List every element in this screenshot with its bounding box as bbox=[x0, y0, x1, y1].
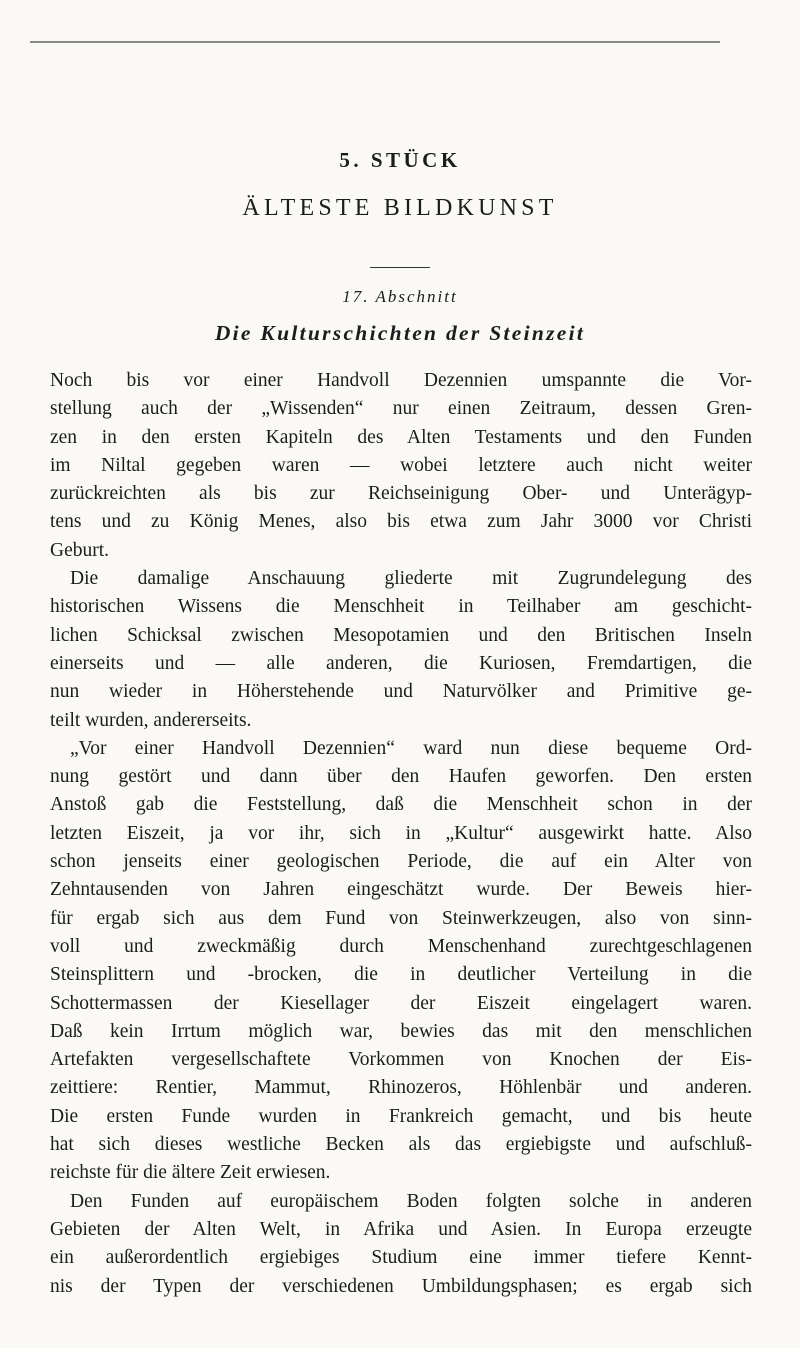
divider-rule bbox=[370, 267, 430, 268]
text-line: nun wieder in Höherstehende und Naturvölker and Primitive ge- bbox=[50, 681, 752, 703]
text-line: stellung auch der „Wissenden“ nur einen Zeitraum, dessen Gren- bbox=[50, 398, 752, 420]
text-line: teilt wurden, andererseits. bbox=[50, 709, 252, 731]
section-title: Die Kulturschichten der Steinzeit bbox=[214, 321, 586, 345]
section-number: 17. Abschnitt bbox=[342, 287, 458, 306]
text-line: Steinsplittern und -brocken, die in deutlicher Verteilung in die bbox=[50, 964, 752, 986]
text-line: zurückreichten als bis zur Reichseinigung Ober- und Unterägyp- bbox=[50, 483, 752, 505]
text-line: nis der Typen der verschiedenen Umbildungsphasen; es ergab sich bbox=[50, 1275, 752, 1297]
text-line: Die ersten Funde wurden in Frankreich gemacht, und bis heute bbox=[50, 1105, 752, 1127]
text-line: tens und zu König Menes, also bis etwa zum Jahr 3000 vor Christi bbox=[50, 511, 752, 533]
text-line: Daß kein Irrtum möglich war, bewies das mit den menschlichen bbox=[50, 1020, 752, 1042]
text-line: zen in den ersten Kapiteln des Alten Testaments und den Funden bbox=[50, 426, 752, 448]
text-line: für ergab sich aus dem Fund von Steinwerkzeugen, also von sinn- bbox=[50, 907, 752, 929]
text-line: zeittiere: Rentier, Mammut, Rhinozeros, Höhlenbär und anderen. bbox=[50, 1077, 752, 1099]
text-line: einerseits und — alle anderen, die Kuriosen, Fremdartigen, die bbox=[50, 652, 752, 674]
text-line: reichste für die ältere Zeit erwiesen. bbox=[50, 1162, 331, 1184]
text-line: Noch bis vor einer Handvoll Dezennien umspannte die Vor- bbox=[50, 370, 752, 391]
text-line: Artefakten vergesellschaftete Vorkommen von Knochen der Eis- bbox=[50, 1049, 752, 1071]
text-line: hat sich dieses westliche Becken als das ergiebigste und aufschluß- bbox=[50, 1134, 752, 1156]
chapter-number: 5. STÜCK bbox=[339, 148, 461, 172]
text-line: historischen Wissens die Menschheit in Teilhaber am geschicht- bbox=[50, 596, 752, 618]
text-line: Schottermassen der Kiesellager der Eiszeit eingelagert waren. bbox=[50, 992, 752, 1014]
text-line: voll und zweckmäßig durch Menschenhand zurechtgeschlagenen bbox=[50, 935, 752, 957]
text-line: letzten Eiszeit, ja vor ihr, sich in „Kultur“ ausgewirkt hatte. Also bbox=[50, 822, 752, 844]
text-line: Den Funden auf europäischem Boden folgten solche in anderen bbox=[70, 1190, 752, 1212]
text-line: nung gestört und dann über den Haufen geworfen. Den ersten bbox=[50, 766, 752, 788]
top-rule bbox=[30, 41, 720, 43]
text-line: im Niltal gegeben waren — wobei letztere auch nicht weiter bbox=[50, 454, 752, 476]
text-line: ein außerordentlich ergiebiges Studium eine immer tiefere Kennt- bbox=[50, 1247, 752, 1269]
text-line: schon jenseits einer geologischen Periode, die auf ein Alter von bbox=[50, 851, 752, 873]
body-text bbox=[50, 367, 752, 1301]
text-line: Gebieten der Alten Welt, in Afrika und Asien. In Europa erzeugte bbox=[50, 1218, 752, 1240]
chapter-title: ÄLTESTE BILDKUNST bbox=[242, 195, 558, 221]
text-line: Anstoß gab die Feststellung, daß die Menschheit schon in der bbox=[50, 794, 752, 816]
text-line: Zehntausenden von Jahren eingeschätzt wurde. Der Beweis hier- bbox=[50, 879, 752, 901]
text-line: Die damalige Anschauung gliederte mit Zugrundelegung des bbox=[70, 568, 752, 590]
text-line: Geburt. bbox=[50, 539, 110, 561]
text-line: „Vor einer Handvoll Dezennien“ ward nun diese bequeme Ord- bbox=[70, 737, 752, 759]
text-line: lichen Schicksal zwischen Mesopotamien und den Britischen Inseln bbox=[50, 624, 752, 646]
